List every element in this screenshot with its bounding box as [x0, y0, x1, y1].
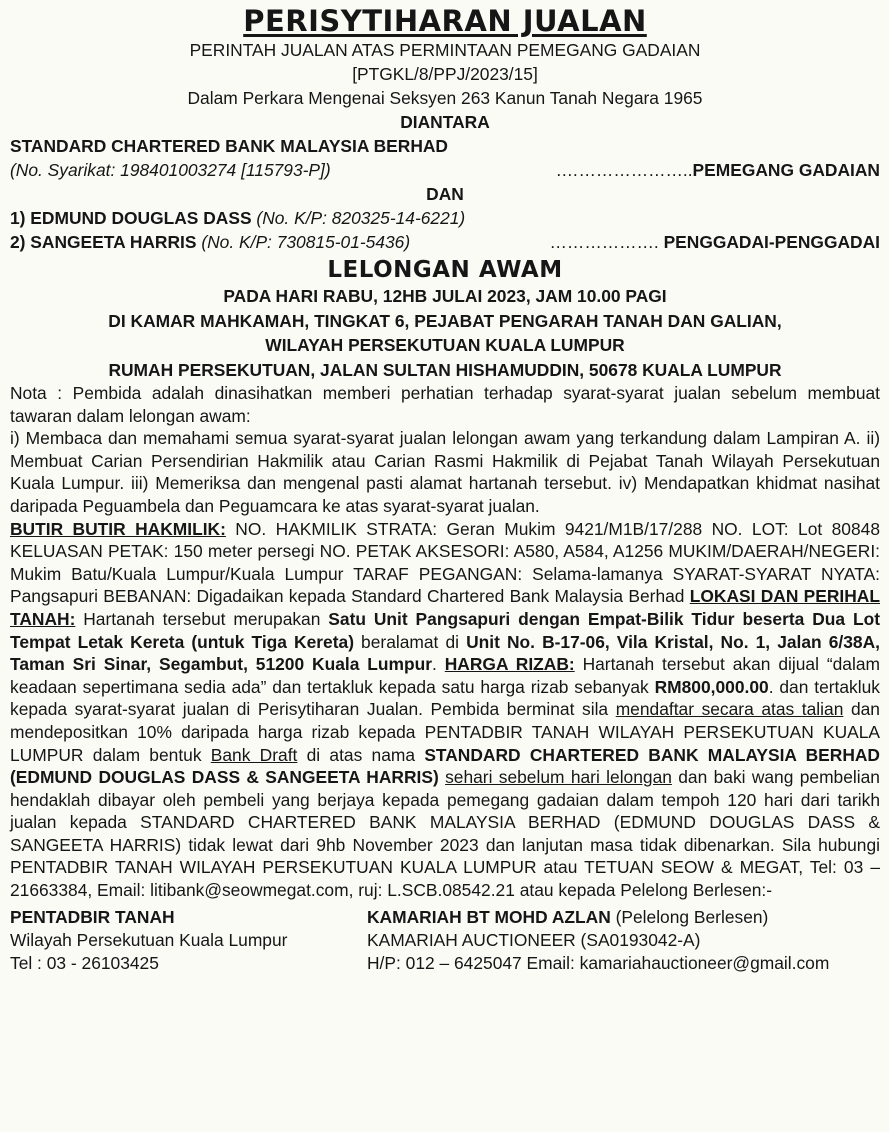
bidder-note: [10, 382, 880, 518]
land-administrator-contact: [10, 906, 367, 975]
land-administrator-phone: Tel : 03 - 26103425: [10, 952, 159, 973]
notice-title: PERISYTIHARAN JUALAN: [243, 4, 647, 38]
auctioneer-company: KAMARIAH AUCTIONEER (SA0193042-A): [367, 929, 701, 950]
reserve-price-amount: RM800,000.00: [654, 676, 769, 697]
notice-law-reference: Dalam Perkara Mengenai Seksyen 263 Kanun Tanah Negara 1965: [187, 88, 703, 108]
auctioneer-name: KAMARIAH BT MOHD AZLAN: [367, 906, 611, 927]
conditions-text: . dan tertakluk kepada syarat-syarat jualan di Perisytiharan Jualan. Pembida berminat sila: [10, 676, 880, 720]
chargor-2-ic: (No. K/P: 730815-01-5436): [201, 232, 411, 252]
title-details-heading: BUTIR BUTIR HAKMILIK:: [10, 518, 226, 539]
title-details-text: NO. HAKMILIK STRATA: Geran Mukim 9421/M1B/17/288 NO. LOT: Lot 80848 KELUASAN PETAK: 150 meter persegi NO. PETAK AKSESORI: A580, A584, A1256 MUKIM/DAERAH/NEGERI: Mukim Batu/Kuala Lumpur/Kuala Lumpur TARAF PEGANGAN: Selama-lamanya SYARAT-SYARAT NYATA: Pangsapuri BEBANAN: Digadaikan kepada Standard Chartered Bank Malaysia Berhad: [10, 518, 880, 607]
chargee-registration: (No. Syarikat: 198401003274 [115793-P]): [10, 160, 331, 180]
chargor-1-ic: (No. K/P: 820325-14-6221): [256, 208, 466, 228]
property-details: [10, 518, 880, 902]
between-label: DIANTARA: [400, 112, 490, 132]
land-administrator-region: Wilayah Persekutuan Kuala Lumpur: [10, 929, 288, 950]
chargor-dots: ……………….: [549, 232, 659, 252]
chargor-2-row: [10, 230, 880, 254]
online-registration-text: mendaftar secara atas talian: [615, 699, 844, 720]
auction-venue: DI KAMAR MAHKAMAH, TINGKAT 6, PEJABAT PENGARAH TANAH DAN GALIAN,: [108, 310, 782, 331]
notice-reference: [PTGKL/8/PPJ/2023/15]: [352, 64, 538, 84]
chargor-role-line: [550, 230, 880, 254]
payee-intro: di atas nama: [297, 744, 425, 765]
land-administrator-title: PENTADBIR TANAH: [10, 906, 175, 927]
location-text: Hartanah tersebut merupakan: [75, 608, 329, 629]
contacts-footer: [10, 906, 880, 975]
chargee-row: [10, 158, 880, 182]
chargor-1-name: 1) EDMUND DOUGLAS DASS: [10, 208, 252, 228]
auction-venue-region: WILAYAH PERSEKUTUAN KUALA LUMPUR: [265, 335, 625, 355]
and-label: DAN: [426, 184, 464, 204]
deposit-deadline: sehari sebelum hari lelongan: [445, 767, 672, 788]
bank-draft-text: Bank Draft: [210, 744, 298, 765]
address-end: .: [432, 654, 445, 675]
chargee-name: STANDARD CHARTERED BANK MALAYSIA BERHAD: [10, 136, 448, 156]
notice-header: [10, 4, 880, 134]
note-intro: Nota : Pembida adalah dinasihatkan memberi perhatian terhadap syarat-syarat jualan sebelum membuat tawaran dalam lelongan awam:: [10, 383, 880, 426]
location-heading: LOKASI DAN PERIHAL TANAH:: [10, 586, 880, 629]
notice-subtitle: PERINTAH JUALAN ATAS PERMINTAAN PEMEGANG GADAIAN: [189, 40, 701, 60]
auction-date: PADA HARI RABU, 12HB JULAI 2023, JAM 10.00 PAGI: [223, 286, 667, 306]
balance-payment-text: dan baki wang pembelian hendaklah dibayar oleh pembeli yang berjaya kepada pemegang gadaian dalam tempoh 120 hari dari tarikh jualan kepada STANDARD CHARTERED BANK MALAYSIA BERHAD (EDMUND DOUGLAS DASS & SANGEETA HARRIS) tidak lewat dari 9hb November 2023 dan lanjutan masa tidak dibenarkan. Sila hubungi PENTADBIR TANAH WILAYAH PERSEKUTUAN KUALA LUMPUR atau TETUAN SEOW & MEGAT, Tel: 03 – 21663384, Email: litibank@seowmegat.com, ruj: L.SCB.08542.21 atau kepada Pelelong Berlesen:-: [10, 767, 880, 901]
property-description: Satu Unit Pangsapuri dengan Empat-Bilik Tidur beserta Dua Lot Tempat Letak Kereta (untuk Tiga Kereta): [10, 608, 880, 652]
reserve-price-text: Hartanah tersebut akan dijual “dalam keadaan sepertimana sedia ada” dan tertakluk kepada satu harga rizab sebanyak: [10, 654, 880, 697]
auctioneer-phone-email: H/P: 012 – 6425047 Email: kamariahauctioneer@gmail.com: [367, 952, 830, 973]
chargee-dots: .…………………..: [556, 160, 693, 180]
chargor-1-row: [10, 206, 880, 230]
chargee-role-line: [556, 158, 880, 182]
auctioneer-name-row: [367, 906, 880, 929]
note-items: i) Membaca dan memahami semua syarat-syarat jualan lelongan awam yang terkandung dalam Lampiran A. ii) Membuat Carian Persendirian Hakmilik atau Carian Rasmi Hakmilik di Pejabat Tanah Wilayah Persekutuan Kuala Lumpur. iii) Memeriksa dan mengenal pasti alamat hartanah tersebut. iv) Mendapatkan khidmat nasihat daripada Peguambela dan Peguamcara ke atas syarat-syarat jualan.: [10, 428, 880, 516]
parties-section: [10, 134, 880, 254]
auction-venue-address: RUMAH PERSEKUTUAN, JALAN SULTAN HISHAMUDDIN, 50678 KUALA LUMPUR: [108, 359, 782, 380]
chargor-2-name: 2) SANGEETA HARRIS: [10, 232, 197, 252]
address-intro: beralamat di: [353, 631, 467, 652]
auction-section: [10, 256, 880, 382]
deposit-text: dan mendepositkan 10% daripada harga rizab kepada PENTADBIR TANAH WILAYAH PERSEKUTUAN KUALA LUMPUR dalam bentuk: [10, 699, 880, 765]
chargor-role: PENGGADAI-PENGGADAI: [663, 232, 880, 252]
auctioneer-role: (Pelelong Berlesen): [610, 906, 769, 927]
auctioneer-contact: [367, 906, 880, 975]
auction-title: LELONGAN AWAM: [327, 257, 563, 283]
chargee-role: PEMEGANG GADAIAN: [692, 160, 880, 180]
reserve-price-heading: HARGA RIZAB:: [444, 654, 575, 675]
payee-name: STANDARD CHARTERED BANK MALAYSIA BERHAD (EDMUND DOUGLAS DASS & SANGEETA HARRIS): [10, 744, 880, 788]
property-address: Unit No. B-17-06, Vila Kristal, No. 1, Jalan 6/38A, Taman Sri Sinar, Segambut, 51200 Kuala Lumpur: [10, 631, 880, 675]
